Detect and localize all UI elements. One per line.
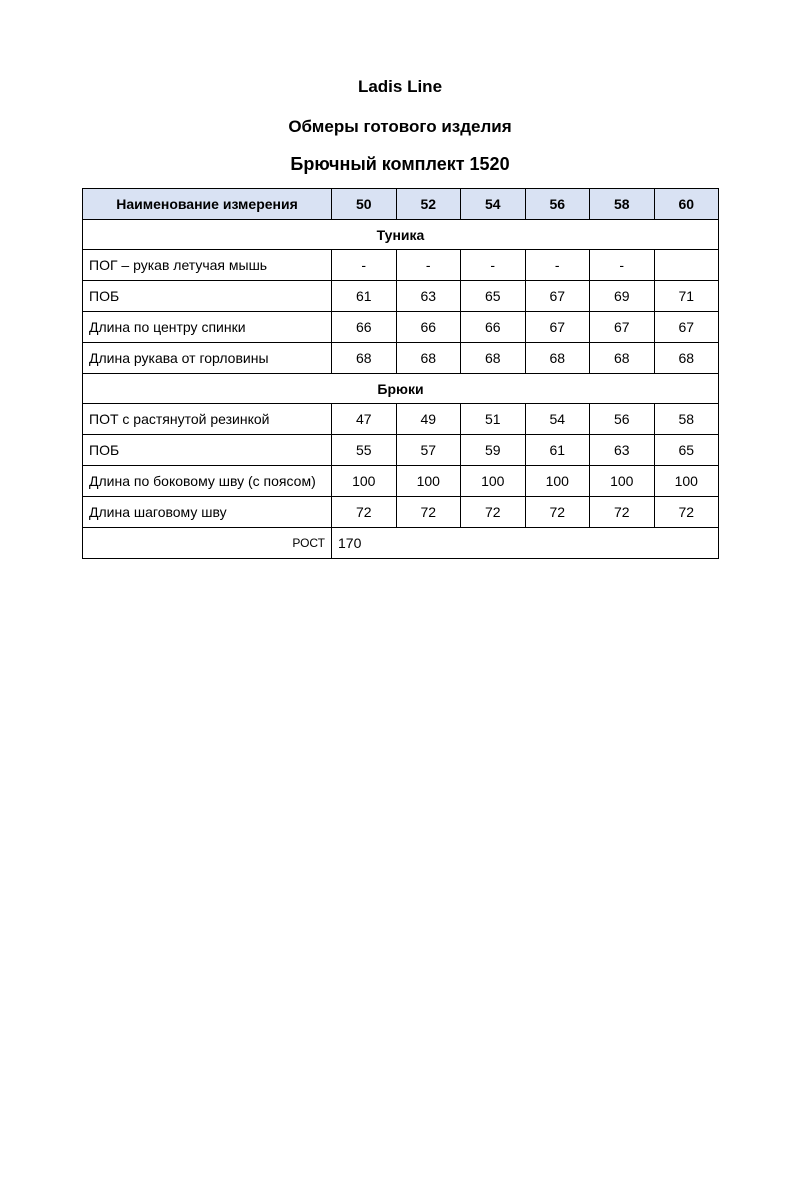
measurement-value: 100 [396, 466, 461, 497]
measurement-value: 57 [396, 435, 461, 466]
measurement-value: 65 [461, 281, 526, 312]
table-row [83, 250, 719, 281]
measurement-value: 100 [590, 466, 655, 497]
measurement-value: - [332, 250, 397, 281]
measurement-value: 66 [461, 312, 526, 343]
table-row [83, 312, 719, 343]
measurement-value: 54 [525, 404, 590, 435]
measurement-value: - [461, 250, 526, 281]
measurement-value: 72 [654, 497, 719, 528]
document-title: Обмеры готового изделия [288, 117, 512, 136]
header-measurement-name: Наименование измерения [83, 189, 332, 220]
header-size: 60 [654, 189, 719, 220]
measurement-value: 58 [654, 404, 719, 435]
measurement-value: 72 [332, 497, 397, 528]
measurement-value: 67 [525, 312, 590, 343]
measurement-value: 59 [461, 435, 526, 466]
measurement-value: 72 [461, 497, 526, 528]
measurement-value: 51 [461, 404, 526, 435]
measurement-value: 67 [525, 281, 590, 312]
measurements-table [82, 188, 719, 559]
measurement-value: 72 [396, 497, 461, 528]
measurement-value: 68 [461, 343, 526, 374]
height-label: РОСТ [83, 528, 332, 559]
measurement-value [654, 250, 719, 281]
measurement-value: 69 [590, 281, 655, 312]
table-row [83, 404, 719, 435]
measurement-value: 67 [654, 312, 719, 343]
measurement-value: 55 [332, 435, 397, 466]
measurement-label: ПОГ – рукав летучая мышь [83, 250, 332, 281]
measurement-value: 72 [590, 497, 655, 528]
measurement-value: 68 [654, 343, 719, 374]
header-size: 52 [396, 189, 461, 220]
header-size: 50 [332, 189, 397, 220]
measurement-value: 68 [525, 343, 590, 374]
height-row [83, 528, 719, 559]
measurement-value: 66 [332, 312, 397, 343]
section-title: Брюки [83, 374, 719, 404]
measurement-label: Длина рукава от горловины [83, 343, 332, 374]
section-title: Туника [83, 220, 719, 250]
measurement-value: 68 [332, 343, 397, 374]
measurement-value: 71 [654, 281, 719, 312]
measurement-label: Длина шаговому шву [83, 497, 332, 528]
table-row [83, 497, 719, 528]
measurement-value: 100 [332, 466, 397, 497]
measurement-value: 72 [525, 497, 590, 528]
measurement-value: 47 [332, 404, 397, 435]
product-title: Брючный комплект 1520 [290, 154, 510, 174]
section-header-row [83, 220, 719, 250]
header-size: 54 [461, 189, 526, 220]
table-row [83, 435, 719, 466]
measurement-value: 67 [590, 312, 655, 343]
measurement-label: ПОБ [83, 281, 332, 312]
table-row [83, 466, 719, 497]
measurement-value: - [525, 250, 590, 281]
measurement-label: ПОБ [83, 435, 332, 466]
measurement-value: 61 [332, 281, 397, 312]
measurement-value: 63 [396, 281, 461, 312]
table-row [83, 281, 719, 312]
measurement-value: 100 [461, 466, 526, 497]
section-header-row [83, 374, 719, 404]
measurement-value: - [396, 250, 461, 281]
measurement-label: Длина по боковому шву (с поясом) [83, 466, 332, 497]
measurement-value: 56 [590, 404, 655, 435]
header-size: 58 [590, 189, 655, 220]
measurement-value: 49 [396, 404, 461, 435]
measurement-value: 68 [590, 343, 655, 374]
measurement-label: Длина по центру спинки [83, 312, 332, 343]
height-value: 170 [332, 528, 719, 559]
measurement-value: 100 [654, 466, 719, 497]
brand-name: Ladis Line [357, 77, 443, 96]
measurement-value: 61 [525, 435, 590, 466]
table-header-row [83, 189, 719, 220]
table-row [83, 343, 719, 374]
header-size: 56 [525, 189, 590, 220]
measurement-value: 66 [396, 312, 461, 343]
measurement-value: 68 [396, 343, 461, 374]
measurement-value: 63 [590, 435, 655, 466]
measurement-value: 65 [654, 435, 719, 466]
measurement-value: - [590, 250, 655, 281]
measurement-label: ПОТ с растянутой резинкой [83, 404, 332, 435]
measurement-value: 100 [525, 466, 590, 497]
